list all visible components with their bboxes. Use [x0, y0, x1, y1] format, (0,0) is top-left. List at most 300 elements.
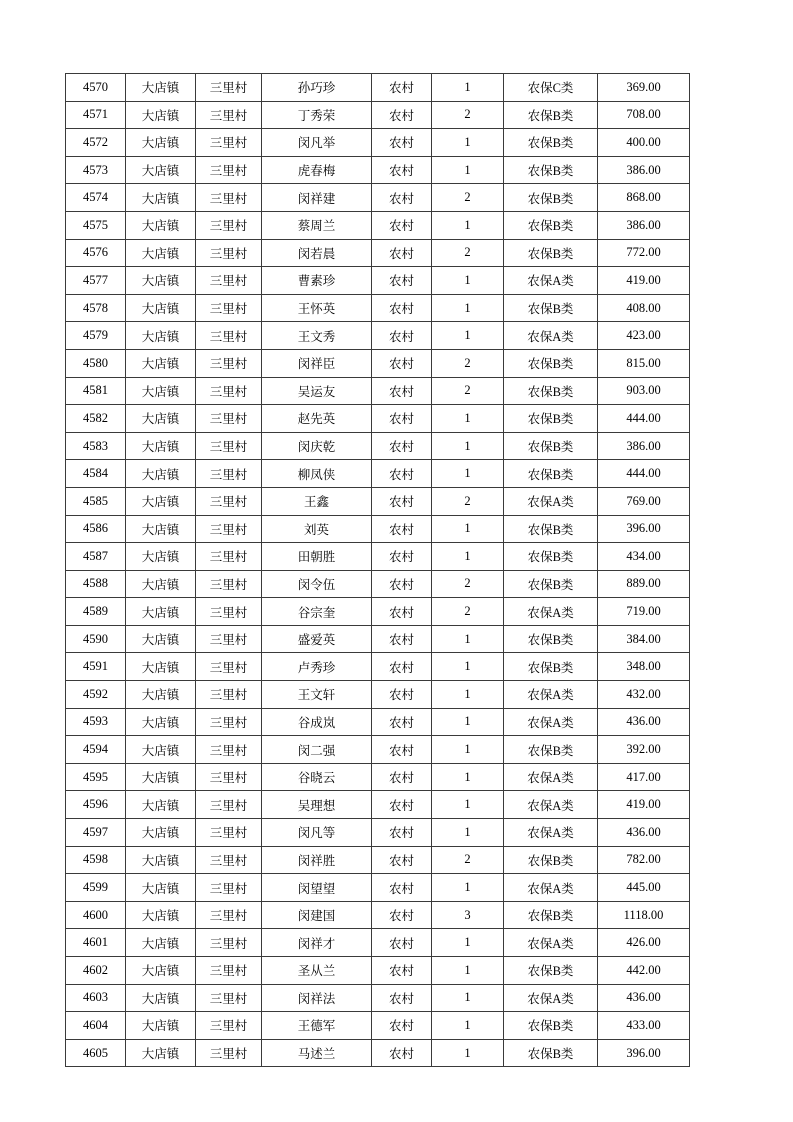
cell-count: 1 [432, 211, 504, 239]
cell-residence: 农村 [372, 156, 432, 184]
cell-residence: 农村 [372, 901, 432, 929]
cell-amount: 384.00 [598, 625, 690, 653]
cell-id: 4598 [66, 846, 126, 874]
cell-id: 4596 [66, 791, 126, 819]
table-row [66, 405, 690, 433]
cell-category: 农保A类 [504, 929, 598, 957]
cell-name: 闵望望 [262, 874, 372, 902]
cell-town: 大店镇 [126, 1039, 196, 1067]
cell-category: 农保A类 [504, 791, 598, 819]
cell-id: 4573 [66, 156, 126, 184]
cell-count: 1 [432, 763, 504, 791]
cell-residence: 农村 [372, 653, 432, 681]
cell-residence: 农村 [372, 957, 432, 985]
cell-town: 大店镇 [126, 515, 196, 543]
cell-name: 闵祥才 [262, 929, 372, 957]
cell-town: 大店镇 [126, 570, 196, 598]
cell-town: 大店镇 [126, 129, 196, 157]
cell-name: 吴运友 [262, 377, 372, 405]
cell-count: 1 [432, 929, 504, 957]
cell-town: 大店镇 [126, 322, 196, 350]
table-row [66, 377, 690, 405]
cell-village: 三里村 [196, 570, 262, 598]
cell-village: 三里村 [196, 377, 262, 405]
cell-id: 4594 [66, 736, 126, 764]
cell-amount: 815.00 [598, 349, 690, 377]
cell-town: 大店镇 [126, 101, 196, 129]
cell-id: 4577 [66, 267, 126, 295]
cell-residence: 农村 [372, 211, 432, 239]
cell-village: 三里村 [196, 322, 262, 350]
table-row [66, 460, 690, 488]
cell-amount: 445.00 [598, 874, 690, 902]
cell-name: 马述兰 [262, 1039, 372, 1067]
cell-village: 三里村 [196, 901, 262, 929]
cell-residence: 农村 [372, 515, 432, 543]
cell-name: 闵祥胜 [262, 846, 372, 874]
cell-amount: 423.00 [598, 322, 690, 350]
cell-town: 大店镇 [126, 846, 196, 874]
cell-town: 大店镇 [126, 349, 196, 377]
cell-name: 盛爱英 [262, 625, 372, 653]
cell-town: 大店镇 [126, 184, 196, 212]
cell-id: 4579 [66, 322, 126, 350]
cell-category: 农保B类 [504, 653, 598, 681]
cell-town: 大店镇 [126, 929, 196, 957]
cell-category: 农保B类 [504, 1012, 598, 1040]
cell-category: 农保A类 [504, 598, 598, 626]
cell-village: 三里村 [196, 349, 262, 377]
cell-village: 三里村 [196, 598, 262, 626]
cell-village: 三里村 [196, 846, 262, 874]
cell-count: 1 [432, 819, 504, 847]
cell-id: 4585 [66, 487, 126, 515]
cell-amount: 436.00 [598, 984, 690, 1012]
cell-village: 三里村 [196, 432, 262, 460]
table-row [66, 349, 690, 377]
cell-town: 大店镇 [126, 901, 196, 929]
cell-count: 2 [432, 101, 504, 129]
cell-category: 农保A类 [504, 874, 598, 902]
cell-count: 2 [432, 598, 504, 626]
cell-village: 三里村 [196, 763, 262, 791]
cell-residence: 农村 [372, 1039, 432, 1067]
cell-amount: 444.00 [598, 405, 690, 433]
cell-count: 1 [432, 543, 504, 571]
cell-town: 大店镇 [126, 543, 196, 571]
cell-amount: 396.00 [598, 1039, 690, 1067]
cell-category: 农保B类 [504, 543, 598, 571]
cell-residence: 农村 [372, 129, 432, 157]
cell-amount: 444.00 [598, 460, 690, 488]
cell-count: 2 [432, 377, 504, 405]
table-row [66, 74, 690, 102]
cell-name: 赵先英 [262, 405, 372, 433]
table-row [66, 432, 690, 460]
cell-count: 1 [432, 625, 504, 653]
cell-amount: 868.00 [598, 184, 690, 212]
cell-town: 大店镇 [126, 239, 196, 267]
cell-name: 蔡周兰 [262, 211, 372, 239]
cell-amount: 442.00 [598, 957, 690, 985]
cell-id: 4576 [66, 239, 126, 267]
cell-id: 4571 [66, 101, 126, 129]
cell-id: 4575 [66, 211, 126, 239]
cell-category: 农保B类 [504, 239, 598, 267]
cell-count: 2 [432, 239, 504, 267]
cell-category: 农保A类 [504, 763, 598, 791]
cell-town: 大店镇 [126, 791, 196, 819]
cell-residence: 农村 [372, 846, 432, 874]
cell-amount: 772.00 [598, 239, 690, 267]
cell-residence: 农村 [372, 74, 432, 102]
cell-town: 大店镇 [126, 487, 196, 515]
table-row [66, 708, 690, 736]
cell-town: 大店镇 [126, 405, 196, 433]
cell-category: 农保B类 [504, 846, 598, 874]
cell-residence: 农村 [372, 708, 432, 736]
cell-id: 4570 [66, 74, 126, 102]
cell-count: 1 [432, 874, 504, 902]
cell-name: 闵祥建 [262, 184, 372, 212]
cell-category: 农保A类 [504, 322, 598, 350]
cell-name: 王怀英 [262, 294, 372, 322]
table-row [66, 681, 690, 709]
cell-count: 3 [432, 901, 504, 929]
cell-count: 1 [432, 1039, 504, 1067]
cell-id: 4586 [66, 515, 126, 543]
cell-amount: 889.00 [598, 570, 690, 598]
cell-residence: 农村 [372, 874, 432, 902]
table-row [66, 846, 690, 874]
cell-village: 三里村 [196, 487, 262, 515]
cell-count: 2 [432, 570, 504, 598]
cell-village: 三里村 [196, 984, 262, 1012]
cell-name: 闵祥臣 [262, 349, 372, 377]
table-row [66, 901, 690, 929]
cell-id: 4581 [66, 377, 126, 405]
cell-town: 大店镇 [126, 1012, 196, 1040]
cell-village: 三里村 [196, 74, 262, 102]
cell-count: 1 [432, 791, 504, 819]
cell-amount: 386.00 [598, 432, 690, 460]
cell-name: 王文轩 [262, 681, 372, 709]
cell-residence: 农村 [372, 322, 432, 350]
cell-village: 三里村 [196, 239, 262, 267]
table-row [66, 957, 690, 985]
cell-name: 卢秀珍 [262, 653, 372, 681]
cell-residence: 农村 [372, 736, 432, 764]
cell-id: 4602 [66, 957, 126, 985]
cell-amount: 419.00 [598, 267, 690, 295]
cell-village: 三里村 [196, 625, 262, 653]
cell-count: 1 [432, 708, 504, 736]
cell-village: 三里村 [196, 708, 262, 736]
cell-name: 闵凡举 [262, 129, 372, 157]
cell-amount: 782.00 [598, 846, 690, 874]
cell-count: 1 [432, 515, 504, 543]
cell-id: 4584 [66, 460, 126, 488]
cell-count: 1 [432, 294, 504, 322]
cell-name: 丁秀荣 [262, 101, 372, 129]
cell-village: 三里村 [196, 101, 262, 129]
cell-town: 大店镇 [126, 708, 196, 736]
cell-residence: 农村 [372, 819, 432, 847]
table-row [66, 1039, 690, 1067]
cell-name: 谷晓云 [262, 763, 372, 791]
cell-id: 4593 [66, 708, 126, 736]
cell-id: 4578 [66, 294, 126, 322]
cell-id: 4605 [66, 1039, 126, 1067]
cell-amount: 396.00 [598, 515, 690, 543]
cell-amount: 1118.00 [598, 901, 690, 929]
table-row [66, 929, 690, 957]
cell-count: 1 [432, 653, 504, 681]
cell-residence: 农村 [372, 184, 432, 212]
cell-town: 大店镇 [126, 874, 196, 902]
table-row [66, 1012, 690, 1040]
cell-category: 农保C类 [504, 74, 598, 102]
cell-name: 谷成岚 [262, 708, 372, 736]
cell-village: 三里村 [196, 543, 262, 571]
cell-name: 闵庆乾 [262, 432, 372, 460]
cell-village: 三里村 [196, 874, 262, 902]
cell-category: 农保B类 [504, 625, 598, 653]
cell-residence: 农村 [372, 101, 432, 129]
cell-id: 4587 [66, 543, 126, 571]
cell-village: 三里村 [196, 129, 262, 157]
cell-town: 大店镇 [126, 267, 196, 295]
cell-name: 虎春梅 [262, 156, 372, 184]
table-row [66, 791, 690, 819]
cell-residence: 农村 [372, 598, 432, 626]
cell-town: 大店镇 [126, 653, 196, 681]
cell-village: 三里村 [196, 653, 262, 681]
table-row [66, 653, 690, 681]
cell-town: 大店镇 [126, 957, 196, 985]
cell-category: 农保B类 [504, 101, 598, 129]
cell-name: 曹素珍 [262, 267, 372, 295]
cell-category: 农保A类 [504, 708, 598, 736]
cell-town: 大店镇 [126, 74, 196, 102]
cell-name: 孙巧珍 [262, 74, 372, 102]
cell-residence: 农村 [372, 460, 432, 488]
table-row [66, 598, 690, 626]
cell-category: 农保A类 [504, 681, 598, 709]
table-row [66, 874, 690, 902]
cell-count: 1 [432, 405, 504, 433]
table-row [66, 625, 690, 653]
cell-residence: 农村 [372, 543, 432, 571]
cell-town: 大店镇 [126, 736, 196, 764]
cell-residence: 农村 [372, 294, 432, 322]
cell-count: 1 [432, 984, 504, 1012]
cell-category: 农保B类 [504, 129, 598, 157]
cell-village: 三里村 [196, 460, 262, 488]
cell-residence: 农村 [372, 267, 432, 295]
table-row [66, 984, 690, 1012]
cell-village: 三里村 [196, 294, 262, 322]
cell-town: 大店镇 [126, 681, 196, 709]
table-row [66, 763, 690, 791]
cell-town: 大店镇 [126, 211, 196, 239]
table-row [66, 184, 690, 212]
cell-village: 三里村 [196, 211, 262, 239]
pension-roster-table [65, 73, 690, 1067]
cell-amount: 903.00 [598, 377, 690, 405]
cell-amount: 433.00 [598, 1012, 690, 1040]
cell-amount: 392.00 [598, 736, 690, 764]
cell-id: 4572 [66, 129, 126, 157]
cell-town: 大店镇 [126, 156, 196, 184]
cell-count: 1 [432, 432, 504, 460]
cell-category: 农保B类 [504, 1039, 598, 1067]
cell-category: 农保A类 [504, 487, 598, 515]
cell-residence: 农村 [372, 929, 432, 957]
cell-village: 三里村 [196, 515, 262, 543]
cell-count: 1 [432, 460, 504, 488]
cell-category: 农保B类 [504, 156, 598, 184]
cell-category: 农保A类 [504, 267, 598, 295]
cell-category: 农保B类 [504, 211, 598, 239]
cell-village: 三里村 [196, 405, 262, 433]
cell-category: 农保B类 [504, 570, 598, 598]
table-row [66, 267, 690, 295]
cell-town: 大店镇 [126, 377, 196, 405]
cell-village: 三里村 [196, 156, 262, 184]
cell-amount: 769.00 [598, 487, 690, 515]
table-row [66, 294, 690, 322]
table-row [66, 322, 690, 350]
cell-village: 三里村 [196, 1012, 262, 1040]
cell-amount: 708.00 [598, 101, 690, 129]
cell-amount: 432.00 [598, 681, 690, 709]
cell-id: 4591 [66, 653, 126, 681]
table-body [66, 74, 690, 1067]
cell-village: 三里村 [196, 791, 262, 819]
cell-id: 4590 [66, 625, 126, 653]
cell-count: 1 [432, 74, 504, 102]
cell-name: 刘英 [262, 515, 372, 543]
table-row [66, 129, 690, 157]
table-row [66, 819, 690, 847]
cell-count: 2 [432, 846, 504, 874]
cell-count: 2 [432, 487, 504, 515]
cell-name: 闵建国 [262, 901, 372, 929]
cell-amount: 400.00 [598, 129, 690, 157]
table-row [66, 239, 690, 267]
cell-residence: 农村 [372, 432, 432, 460]
cell-category: 农保B类 [504, 405, 598, 433]
cell-residence: 农村 [372, 1012, 432, 1040]
cell-category: 农保B类 [504, 515, 598, 543]
cell-id: 4601 [66, 929, 126, 957]
cell-name: 王鑫 [262, 487, 372, 515]
cell-village: 三里村 [196, 267, 262, 295]
cell-name: 吴理想 [262, 791, 372, 819]
cell-village: 三里村 [196, 957, 262, 985]
table-row [66, 570, 690, 598]
cell-town: 大店镇 [126, 432, 196, 460]
cell-village: 三里村 [196, 1039, 262, 1067]
cell-category: 农保B类 [504, 294, 598, 322]
cell-count: 1 [432, 129, 504, 157]
cell-amount: 386.00 [598, 211, 690, 239]
cell-category: 农保B类 [504, 901, 598, 929]
cell-town: 大店镇 [126, 598, 196, 626]
cell-residence: 农村 [372, 763, 432, 791]
cell-amount: 348.00 [598, 653, 690, 681]
cell-id: 4583 [66, 432, 126, 460]
cell-amount: 419.00 [598, 791, 690, 819]
cell-count: 1 [432, 267, 504, 295]
cell-name: 王文秀 [262, 322, 372, 350]
cell-category: 农保B类 [504, 184, 598, 212]
cell-id: 4604 [66, 1012, 126, 1040]
cell-residence: 农村 [372, 349, 432, 377]
cell-name: 谷宗奎 [262, 598, 372, 626]
table-row [66, 736, 690, 764]
cell-id: 4599 [66, 874, 126, 902]
cell-category: 农保B类 [504, 432, 598, 460]
cell-town: 大店镇 [126, 984, 196, 1012]
cell-category: 农保B类 [504, 957, 598, 985]
cell-village: 三里村 [196, 184, 262, 212]
cell-residence: 农村 [372, 984, 432, 1012]
cell-village: 三里村 [196, 736, 262, 764]
cell-count: 2 [432, 184, 504, 212]
cell-amount: 408.00 [598, 294, 690, 322]
cell-id: 4589 [66, 598, 126, 626]
cell-amount: 426.00 [598, 929, 690, 957]
cell-id: 4603 [66, 984, 126, 1012]
cell-amount: 386.00 [598, 156, 690, 184]
table-row [66, 156, 690, 184]
cell-name: 闵祥法 [262, 984, 372, 1012]
cell-amount: 434.00 [598, 543, 690, 571]
cell-category: 农保B类 [504, 349, 598, 377]
cell-town: 大店镇 [126, 294, 196, 322]
cell-count: 1 [432, 957, 504, 985]
cell-id: 4595 [66, 763, 126, 791]
table-row [66, 211, 690, 239]
cell-count: 1 [432, 681, 504, 709]
cell-category: 农保A类 [504, 819, 598, 847]
cell-name: 柳凤侠 [262, 460, 372, 488]
cell-name: 闵二强 [262, 736, 372, 764]
cell-name: 王德军 [262, 1012, 372, 1040]
cell-category: 农保B类 [504, 460, 598, 488]
cell-count: 1 [432, 156, 504, 184]
cell-amount: 417.00 [598, 763, 690, 791]
table-row [66, 515, 690, 543]
cell-amount: 436.00 [598, 708, 690, 736]
cell-village: 三里村 [196, 929, 262, 957]
cell-count: 2 [432, 349, 504, 377]
cell-village: 三里村 [196, 681, 262, 709]
cell-residence: 农村 [372, 570, 432, 598]
cell-amount: 369.00 [598, 74, 690, 102]
cell-name: 闵若晨 [262, 239, 372, 267]
cell-category: 农保B类 [504, 377, 598, 405]
cell-town: 大店镇 [126, 763, 196, 791]
cell-residence: 农村 [372, 487, 432, 515]
cell-residence: 农村 [372, 681, 432, 709]
cell-residence: 农村 [372, 791, 432, 819]
cell-town: 大店镇 [126, 460, 196, 488]
cell-residence: 农村 [372, 405, 432, 433]
cell-id: 4597 [66, 819, 126, 847]
